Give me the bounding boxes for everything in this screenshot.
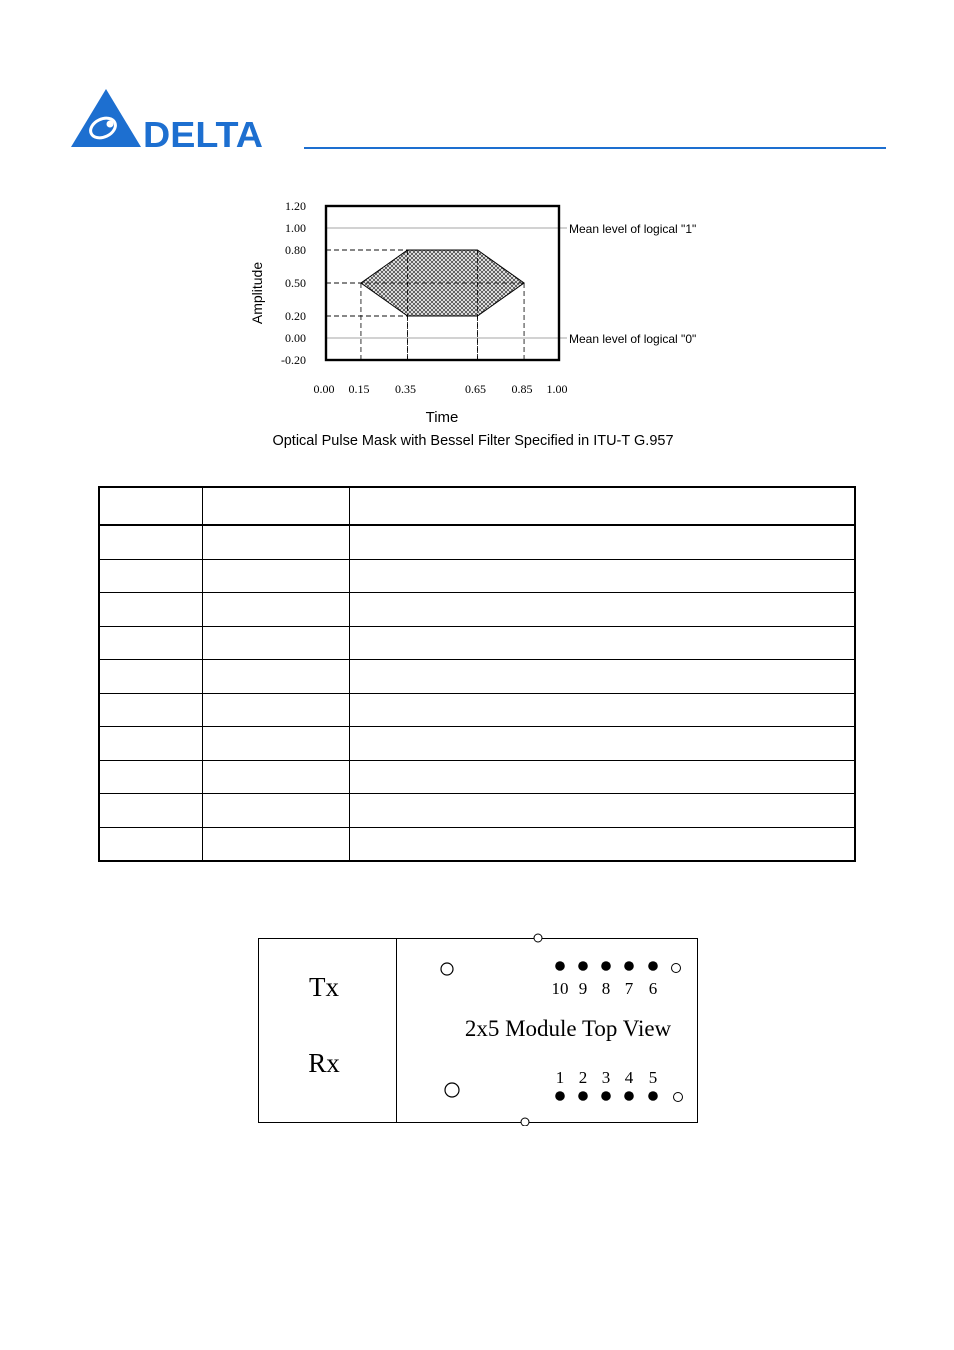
table-cell	[99, 525, 202, 559]
module-pinout-diagram	[258, 932, 700, 1126]
x-tick-label: 0.35	[395, 382, 417, 396]
table-cell	[202, 660, 349, 694]
table-cell	[99, 794, 202, 828]
table-cell	[202, 827, 349, 861]
table-cell	[202, 593, 349, 627]
x-tick-label: 0.65	[464, 382, 486, 396]
table-cell	[349, 593, 855, 627]
reference-labels	[569, 222, 696, 346]
pin-dot-icon	[624, 1091, 634, 1101]
table-row	[99, 760, 855, 794]
table-row	[99, 827, 855, 861]
table-cell	[349, 794, 855, 828]
rx-label: Rx	[308, 1048, 340, 1078]
table-cell	[99, 593, 202, 627]
bottom-pin-row	[555, 1068, 658, 1101]
table-cell	[99, 559, 202, 593]
x-tick-label: 1.00	[546, 382, 568, 396]
x-tick-label: 0.15	[348, 382, 370, 396]
table-cell	[202, 760, 349, 794]
table-row	[99, 660, 855, 694]
tx-label: Tx	[309, 972, 339, 1002]
pin-dot-icon	[555, 1091, 565, 1101]
table-cell	[349, 525, 855, 559]
y-tick-label: 0.20	[285, 309, 306, 323]
table-cell	[99, 827, 202, 861]
pinout-title: 2x5 Module Top View	[464, 1016, 672, 1041]
y-tick-labels	[281, 199, 306, 367]
top-notch-icon	[534, 934, 542, 942]
pin-number: 6	[648, 979, 658, 998]
table-cell	[202, 693, 349, 727]
pin-number: 8	[601, 979, 611, 998]
mount-hole-icon	[674, 1093, 683, 1102]
tx-port-icon	[441, 963, 453, 975]
chart-title: Optical Pulse Mask with Bessel Filter Specified in ITU-T G.957	[272, 433, 674, 449]
reference-label: Mean level of logical "1"	[569, 222, 697, 236]
table-row	[99, 693, 855, 727]
rx-port-icon	[445, 1083, 459, 1097]
pin-dot-icon	[601, 961, 611, 971]
y-tick-label: 1.20	[285, 199, 306, 213]
y-tick-label: 0.80	[285, 243, 306, 257]
table-cell	[99, 693, 202, 727]
pulse-mask-chart	[240, 190, 720, 465]
pin-number: 7	[624, 979, 634, 998]
pin-dot-icon	[601, 1091, 611, 1101]
pin-dot-icon	[578, 961, 588, 971]
top-pin-row	[552, 961, 658, 998]
y-tick-label: 1.00	[285, 221, 306, 235]
delta-logo	[70, 88, 265, 150]
reference-label: Mean level of logical "0"	[569, 332, 697, 346]
table-row	[99, 727, 855, 761]
table-cell	[349, 660, 855, 694]
mount-hole-icon	[672, 964, 681, 973]
table-cell	[99, 727, 202, 761]
pin-dot-icon	[578, 1091, 588, 1101]
pin-number: 3	[601, 1068, 611, 1087]
pin-dot-icon	[648, 1091, 658, 1101]
x-tick-labels	[314, 382, 568, 396]
table-row	[99, 593, 855, 627]
table-cell	[349, 727, 855, 761]
table-cell	[202, 626, 349, 660]
table-cell	[99, 487, 202, 525]
table-cell	[99, 626, 202, 660]
table-row	[99, 525, 855, 559]
table-row	[99, 487, 855, 525]
bottom-notch-icon	[521, 1118, 529, 1126]
table-cell	[99, 760, 202, 794]
table-cell	[349, 693, 855, 727]
table-cell	[349, 760, 855, 794]
y-axis-label: Amplitude	[249, 261, 265, 325]
table-cell	[349, 559, 855, 593]
pin-number: 2	[578, 1068, 588, 1087]
y-tick-label: 0.00	[285, 331, 306, 345]
x-axis-label: Time	[425, 409, 459, 426]
table-cell	[202, 727, 349, 761]
table-row	[99, 794, 855, 828]
pin-number: 1	[555, 1068, 565, 1087]
pin-number: 4	[624, 1068, 634, 1087]
pin-dot-icon	[648, 961, 658, 971]
table-cell	[349, 827, 855, 861]
logo-text: DELTA	[143, 114, 263, 150]
table-row	[99, 559, 855, 593]
table-cell	[202, 525, 349, 559]
pin-description-table	[98, 486, 856, 862]
pin-dot-icon	[624, 961, 634, 971]
y-tick-label: -0.20	[281, 353, 306, 367]
pin-dot-icon	[555, 961, 565, 971]
x-tick-label: 0.85	[511, 382, 533, 396]
pin-number: 5	[648, 1068, 658, 1087]
table-cell	[349, 487, 855, 525]
table-row	[99, 626, 855, 660]
x-tick-label: 0.00	[313, 382, 335, 396]
table-cell	[202, 559, 349, 593]
header-rule	[304, 147, 886, 149]
table-cell	[99, 660, 202, 694]
mask-polygon	[361, 250, 524, 316]
table-cell	[349, 626, 855, 660]
pin-number: 10	[551, 979, 569, 998]
y-tick-label: 0.50	[285, 276, 306, 290]
table-cell	[202, 487, 349, 525]
pin-number: 9	[578, 979, 588, 998]
table-cell	[202, 794, 349, 828]
